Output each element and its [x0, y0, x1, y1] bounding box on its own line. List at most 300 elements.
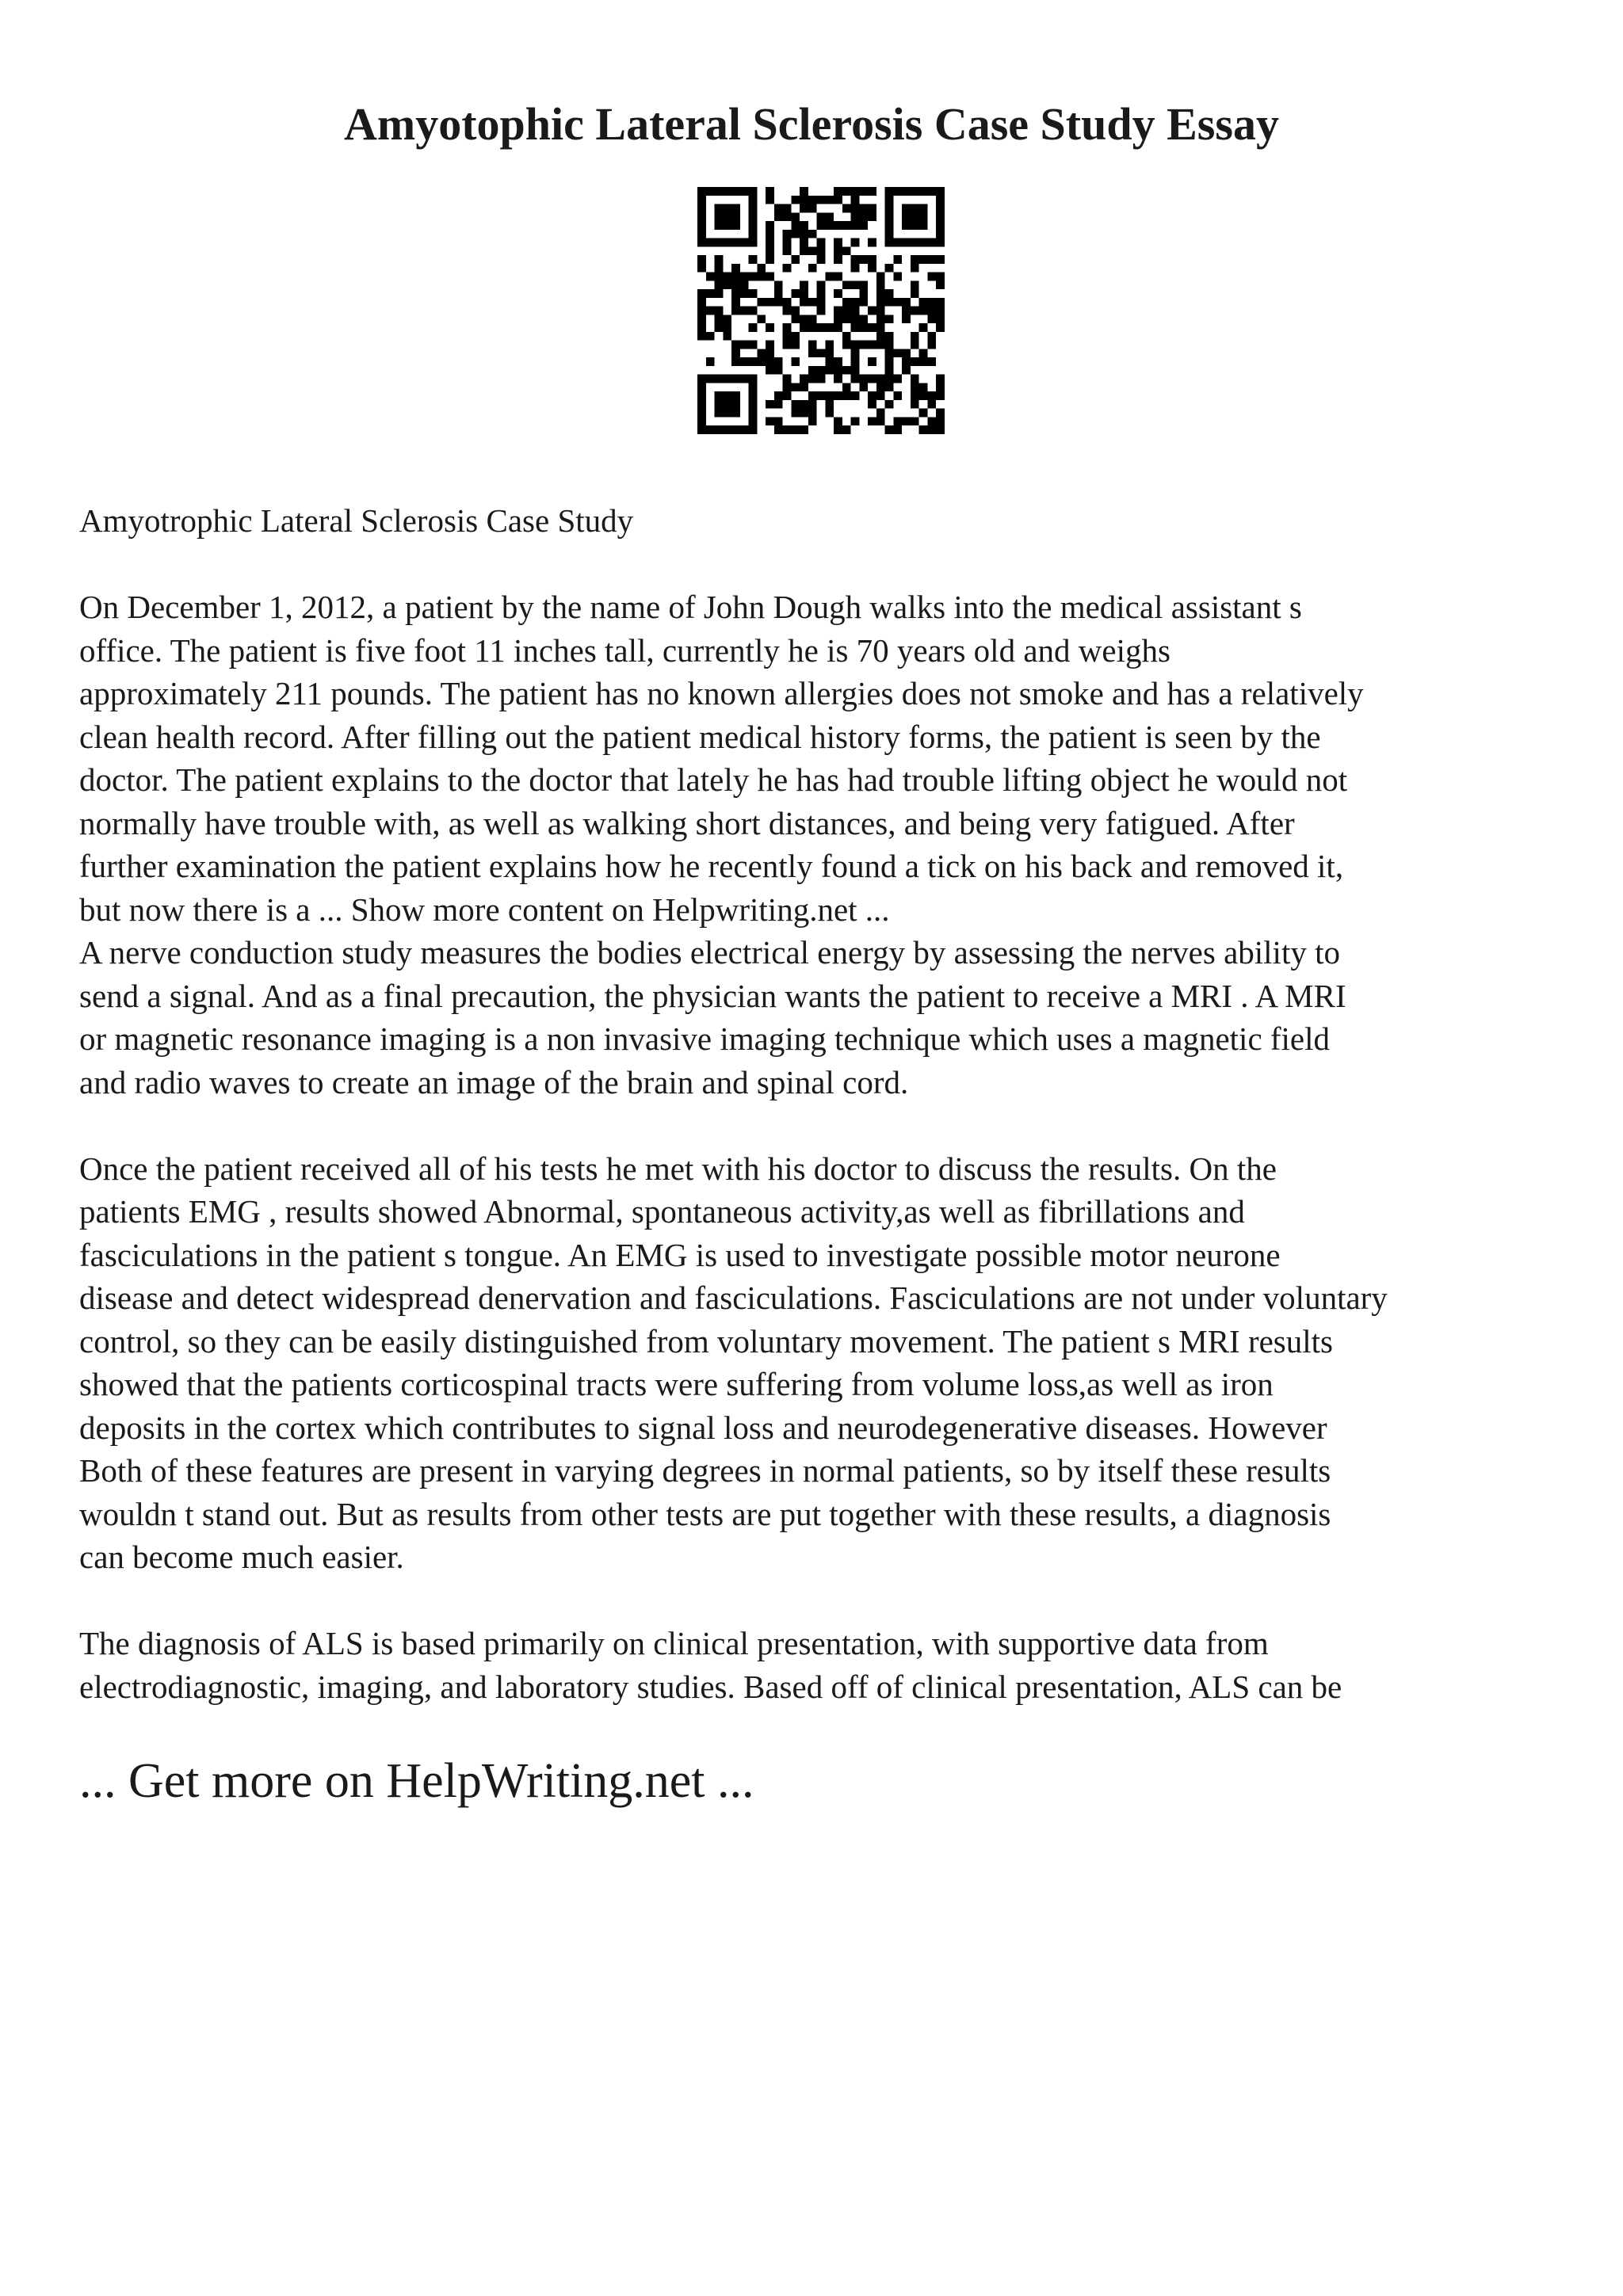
qr-module	[723, 204, 731, 213]
qr-module	[715, 264, 724, 273]
qr-module	[697, 400, 706, 409]
qr-module	[927, 273, 936, 281]
qr-module	[859, 212, 868, 221]
qr-module	[697, 383, 706, 391]
qr-module	[740, 425, 749, 434]
qr-module	[911, 255, 919, 264]
qr-module	[715, 204, 724, 213]
qr-module	[902, 307, 911, 315]
paragraph-line: further examination the patient explains how he recently found a tick on his back and removed it,	[79, 848, 1344, 884]
qr-module	[731, 280, 740, 289]
qr-module	[842, 383, 851, 391]
qr-module	[817, 307, 826, 315]
qr-module	[697, 204, 706, 213]
qr-module	[800, 196, 808, 204]
qr-module	[740, 357, 749, 366]
qr-module	[731, 221, 740, 230]
qr-module	[868, 323, 876, 332]
qr-module	[902, 238, 911, 247]
qr-module	[851, 255, 860, 264]
qr-module	[800, 238, 808, 247]
qr-module	[800, 246, 808, 255]
qr-module	[825, 409, 834, 418]
qr-module	[868, 400, 876, 409]
qr-module	[766, 187, 774, 196]
qr-module	[876, 315, 885, 323]
qr-module	[715, 212, 724, 221]
qr-module	[842, 204, 851, 213]
qr-module	[800, 230, 808, 238]
qr-module	[817, 298, 826, 307]
qr-module	[842, 425, 851, 434]
qr-module	[715, 375, 724, 383]
qr-module	[731, 341, 740, 349]
qr-module	[749, 307, 758, 315]
qr-module	[715, 391, 724, 400]
qr-module	[834, 375, 842, 383]
qr-module	[927, 238, 936, 247]
qr-module	[842, 391, 851, 400]
qr-module	[893, 298, 902, 307]
qr-module	[766, 273, 774, 281]
qr-module	[749, 383, 758, 391]
qr-module	[834, 246, 842, 255]
qr-module	[851, 315, 860, 323]
qr-module	[774, 280, 783, 289]
qr-module	[817, 366, 826, 375]
paragraph-gap	[79, 1579, 1585, 1623]
qr-module	[859, 383, 868, 391]
qr-module	[868, 255, 876, 264]
qr-module	[927, 357, 936, 366]
qr-module	[842, 332, 851, 341]
qr-code-image	[697, 187, 945, 434]
qr-module	[885, 375, 894, 383]
qr-module	[800, 289, 808, 298]
qr-module	[876, 307, 885, 315]
qr-module	[927, 315, 936, 323]
qr-module	[800, 323, 808, 332]
qr-module	[706, 187, 715, 196]
paragraph-gap	[79, 1104, 1585, 1147]
document-title: Amyotophic Lateral Sclerosis Case Study Essay	[344, 98, 1279, 150]
qr-module	[808, 349, 817, 357]
qr-module	[731, 375, 740, 383]
qr-module	[936, 425, 945, 434]
qr-module	[911, 417, 919, 425]
qr-module	[825, 349, 834, 357]
qr-module	[842, 315, 851, 323]
qr-module	[749, 425, 758, 434]
qr-module	[731, 238, 740, 247]
qr-module	[723, 332, 731, 341]
qr-module	[885, 289, 894, 298]
qr-module	[936, 221, 945, 230]
qr-module	[885, 238, 894, 247]
qr-module	[885, 298, 894, 307]
qr-module	[936, 255, 945, 264]
qr-module	[911, 264, 919, 273]
qr-module	[885, 341, 894, 349]
qr-module	[893, 187, 902, 196]
qr-module	[757, 349, 766, 357]
qr-module	[715, 425, 724, 434]
qr-module	[731, 298, 740, 307]
qr-module	[893, 273, 902, 281]
qr-module	[859, 315, 868, 323]
qr-module	[715, 273, 724, 281]
qr-module	[697, 417, 706, 425]
qr-module	[919, 391, 928, 400]
qr-module	[868, 187, 876, 196]
qr-module	[936, 204, 945, 213]
qr-module	[766, 357, 774, 366]
qr-module	[902, 298, 911, 307]
qr-module	[697, 375, 706, 383]
qr-module	[757, 315, 766, 323]
qr-module	[808, 246, 817, 255]
qr-module	[749, 341, 758, 349]
paragraph-line: control, so they can be easily distinguished from voluntary movement. The patient s MRI results	[79, 1322, 1334, 1360]
qr-module	[902, 204, 911, 213]
paragraph-line: approximately 211 pounds. The patient has no known allergies does not smoke and has a relatively	[79, 675, 1364, 711]
get-more-link[interactable]: ... Get more on HelpWriting.net ...	[79, 1754, 754, 1808]
qr-module	[842, 221, 851, 230]
qr-module	[919, 204, 928, 213]
qr-module	[842, 280, 851, 289]
qr-module	[851, 187, 860, 196]
qr-module	[766, 238, 774, 247]
qr-module	[774, 417, 783, 425]
paragraph-line: and radio waves to create an image of the brain and spinal cord.	[79, 1063, 909, 1100]
qr-module	[859, 298, 868, 307]
qr-module	[817, 280, 826, 289]
qr-module	[783, 425, 792, 434]
qr-module	[731, 187, 740, 196]
paragraph-3	[79, 1147, 1585, 1579]
qr-module	[817, 255, 826, 264]
paragraph-line: showed that the patients corticospinal tracts were suffering from volume loss,as well as iron	[79, 1366, 1274, 1402]
qr-module	[902, 357, 911, 366]
qr-module	[715, 315, 724, 323]
qr-module	[783, 332, 792, 341]
qr-module	[825, 391, 834, 400]
qr-module	[859, 255, 868, 264]
qr-module	[851, 221, 860, 230]
qr-module	[885, 187, 894, 196]
qr-module	[706, 238, 715, 247]
paragraph-line: can become much easier.	[79, 1539, 404, 1575]
qr-module	[859, 323, 868, 332]
qr-module	[885, 264, 894, 273]
qr-module	[749, 289, 758, 298]
qr-module	[851, 366, 860, 375]
qr-module	[800, 375, 808, 383]
qr-module	[851, 391, 860, 400]
qr-module	[697, 187, 706, 196]
paragraph-line: disease and detect widespread denervation and fasciculations. Fasciculations are not under voluntary	[79, 1280, 1388, 1316]
qr-module	[723, 187, 731, 196]
qr-module	[774, 366, 783, 375]
paragraph-line: doctor. The patient explains to the doctor that lately he has had trouble lifting object he would not	[79, 761, 1348, 798]
qr-module	[740, 187, 749, 196]
qr-module	[936, 391, 945, 400]
qr-module	[697, 264, 706, 273]
qr-module	[783, 264, 792, 273]
paragraph-line: but now there is a ... Show more content on Helpwriting.net ...	[79, 891, 890, 928]
paragraph-gap	[79, 543, 1585, 586]
subtitle: Amyotrophic Lateral Sclerosis Case Study	[79, 502, 634, 539]
qr-module	[834, 289, 842, 298]
qr-module	[876, 375, 885, 383]
qr-module	[927, 255, 936, 264]
qr-module	[885, 332, 894, 341]
qr-module	[800, 298, 808, 307]
qr-module	[876, 323, 885, 332]
qr-module	[731, 400, 740, 409]
qr-module	[859, 280, 868, 289]
qr-module	[749, 409, 758, 418]
qr-module	[783, 341, 792, 349]
qr-module	[749, 375, 758, 383]
qr-module	[774, 212, 783, 221]
qr-module	[936, 238, 945, 247]
qr-module	[731, 307, 740, 315]
qr-module	[876, 332, 885, 341]
qr-module	[885, 212, 894, 221]
qr-module	[749, 230, 758, 238]
qr-module	[808, 417, 817, 425]
qr-module	[825, 273, 834, 281]
qr-module	[927, 307, 936, 315]
paragraph-line: fasciculations in the patient s tongue. An EMG is used to investigate possible motor neurone	[79, 1236, 1281, 1273]
qr-module	[774, 289, 783, 298]
qr-module	[808, 264, 817, 273]
qr-module	[876, 289, 885, 298]
qr-module	[868, 264, 876, 273]
qr-module	[740, 238, 749, 247]
qr-module	[876, 298, 885, 307]
qr-module	[936, 409, 945, 418]
qr-module	[740, 273, 749, 281]
qr-module	[757, 357, 766, 366]
qr-module	[791, 409, 800, 418]
qr-module	[791, 383, 800, 391]
qr-module	[749, 255, 758, 264]
qr-module	[851, 307, 860, 315]
qr-module	[800, 400, 808, 409]
qr-module	[800, 425, 808, 434]
qr-module	[791, 357, 800, 366]
qr-module	[791, 341, 800, 349]
qr-module	[723, 315, 731, 323]
qr-module	[808, 298, 817, 307]
qr-module	[697, 391, 706, 400]
qr-module	[893, 238, 902, 247]
qr-module	[749, 400, 758, 409]
qr-module	[731, 273, 740, 281]
qr-module	[731, 425, 740, 434]
qr-module	[749, 417, 758, 425]
paragraph-line: clean health record. After filling out the patient medical history forms, the patient is seen by the	[79, 718, 1321, 755]
qr-module	[927, 332, 936, 341]
qr-module	[791, 230, 800, 238]
qr-module	[766, 298, 774, 307]
qr-module	[859, 375, 868, 383]
qr-module	[842, 246, 851, 255]
qr-module	[749, 187, 758, 196]
qr-module	[825, 196, 834, 204]
qr-module	[697, 315, 706, 323]
qr-module	[697, 230, 706, 238]
qr-module	[783, 383, 792, 391]
qr-module	[936, 230, 945, 238]
qr-module	[706, 307, 715, 315]
qr-module	[749, 323, 758, 332]
qr-module	[834, 221, 842, 230]
qr-module	[902, 221, 911, 230]
qr-module	[919, 383, 928, 391]
qr-module	[842, 366, 851, 375]
paragraph-line: Once the patient received all of his tests he met with his doctor to discuss the results. On the	[79, 1150, 1277, 1187]
qr-module	[851, 204, 860, 213]
qr-module	[885, 366, 894, 375]
qr-module	[740, 289, 749, 298]
qr-module	[766, 349, 774, 357]
qr-module	[783, 391, 792, 400]
qr-module	[911, 391, 919, 400]
qr-module	[834, 366, 842, 375]
qr-module	[808, 391, 817, 400]
qr-module	[817, 246, 826, 255]
qr-module	[808, 341, 817, 349]
qr-module	[774, 204, 783, 213]
qr-module	[774, 425, 783, 434]
qr-module	[697, 196, 706, 204]
qr-module	[911, 341, 919, 349]
qr-module	[825, 357, 834, 366]
qr-module	[791, 196, 800, 204]
qr-module	[817, 349, 826, 357]
qr-module	[766, 366, 774, 375]
qr-module	[919, 212, 928, 221]
qr-module	[868, 204, 876, 213]
qr-module	[919, 187, 928, 196]
qr-module	[885, 204, 894, 213]
paragraph-line: office. The patient is five foot 11 inches tall, currently he is 70 years old and weighs	[79, 631, 1170, 669]
qr-module	[911, 204, 919, 213]
qr-module	[697, 409, 706, 418]
qr-module	[791, 400, 800, 409]
qr-module	[697, 307, 706, 315]
qr-module	[808, 204, 817, 213]
qr-module	[706, 289, 715, 298]
qr-module	[783, 307, 792, 315]
qr-module	[808, 196, 817, 204]
qr-module	[766, 323, 774, 332]
qr-module	[876, 391, 885, 400]
qr-module	[715, 187, 724, 196]
qr-module	[706, 332, 715, 341]
qr-module	[817, 323, 826, 332]
qr-module	[936, 417, 945, 425]
qr-module	[697, 238, 706, 247]
qr-module	[876, 417, 885, 425]
qr-module	[800, 409, 808, 418]
qr-module	[808, 315, 817, 323]
qr-module	[927, 400, 936, 409]
qr-module	[911, 212, 919, 221]
qr-module	[936, 273, 945, 281]
qr-module	[731, 264, 740, 273]
qr-module	[851, 196, 860, 204]
qr-module	[817, 375, 826, 383]
qr-module	[876, 341, 885, 349]
qr-module	[927, 417, 936, 425]
qr-module	[808, 230, 817, 238]
qr-module	[731, 409, 740, 418]
qr-module	[842, 341, 851, 349]
qr-module	[859, 204, 868, 213]
qr-module	[834, 187, 842, 196]
qr-module	[697, 425, 706, 434]
qr-module	[706, 357, 715, 366]
qr-module	[817, 196, 826, 204]
qr-module	[740, 375, 749, 383]
qr-module	[800, 187, 808, 196]
qr-module	[825, 400, 834, 409]
qr-module	[851, 280, 860, 289]
qr-module	[783, 375, 792, 383]
qr-module	[731, 391, 740, 400]
qr-module	[715, 409, 724, 418]
qr-module	[902, 349, 911, 357]
qr-module	[749, 357, 758, 366]
qr-module	[740, 280, 749, 289]
qr-module	[774, 298, 783, 307]
paragraph-line: send a signal. And as a final precaution, the physician wants the patient to receive a MRI . A MRI	[79, 977, 1346, 1014]
qr-module	[715, 238, 724, 247]
qr-module	[825, 221, 834, 230]
qr-module	[936, 315, 945, 323]
qr-module	[817, 221, 826, 230]
qr-module	[911, 307, 919, 315]
qr-module	[791, 289, 800, 298]
qr-module	[851, 349, 860, 357]
qr-module	[731, 349, 740, 357]
qr-module	[697, 323, 706, 332]
qr-module	[842, 298, 851, 307]
qr-module	[783, 204, 792, 213]
qr-module	[842, 307, 851, 315]
qr-module	[825, 323, 834, 332]
qr-module	[859, 221, 868, 230]
qr-module	[859, 289, 868, 298]
qr-module	[936, 383, 945, 391]
qr-module	[885, 383, 894, 391]
qr-module	[697, 332, 706, 341]
qr-module	[859, 187, 868, 196]
qr-module	[936, 187, 945, 196]
paragraph-4	[79, 1622, 1585, 1708]
qr-module	[808, 375, 817, 383]
qr-module	[919, 298, 928, 307]
qr-module	[731, 212, 740, 221]
qr-module	[834, 357, 842, 366]
qr-module	[868, 391, 876, 400]
qr-module	[783, 238, 792, 247]
qr-module	[774, 400, 783, 409]
